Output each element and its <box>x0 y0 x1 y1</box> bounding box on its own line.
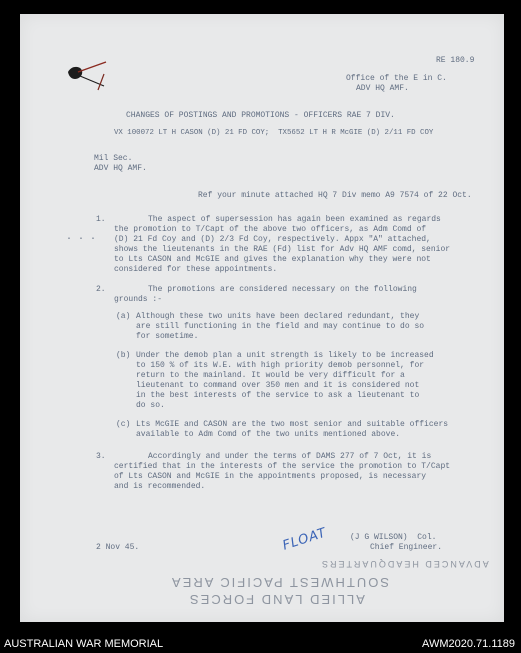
para-1-line: shows the lieutenants in the RAE (Fd) list for Adv HQ AMF comd, senior <box>114 245 451 254</box>
office-line-1: Office of the E in C. <box>346 74 447 83</box>
para-3-line: of Lts CASON and McGIE in the appointments proposed, is necessary <box>114 472 427 481</box>
sub-a-line: for sometime. <box>136 332 199 341</box>
sub-b-line: do so. <box>136 401 165 410</box>
para-1-line: The aspect of supersession has again been examined as regards <box>148 215 441 224</box>
para-2-line: The promotions are considered necessary on the following <box>148 285 417 294</box>
document-date: 2 Nov 45. <box>96 543 140 552</box>
signatory-name: (J G WILSON) Col. <box>350 533 437 542</box>
para-1-line: the promotion to T/Capt of the above two officers, as Adm Comd of <box>114 225 427 234</box>
document-page <box>20 14 504 622</box>
para-2-number: 2. <box>96 285 106 294</box>
sub-b-label: (b) <box>116 351 131 360</box>
sub-b-line: return to the mainland. It would be very difficult for a <box>136 371 405 380</box>
handwritten-float-note: FLOAT <box>280 525 329 554</box>
reference-number: RE 180.9 <box>436 56 475 65</box>
sub-b-line: in the best interests of the service to ask a lieutenant to <box>136 391 420 400</box>
footer-institution: AUSTRALIAN WAR MEMORIAL <box>4 638 164 650</box>
para-3-line: Accordingly and under the terms of DAMS 277 of 7 Oct, it is <box>148 452 432 461</box>
officer-names-line: VX 100072 LT H CASON (D) 21 FD COY; TX5652 LT H R McGIE (D) 2/11 FD COY <box>114 129 434 137</box>
addressee-line-2: ADV HQ AMF. <box>94 164 147 173</box>
office-line-2: ADV HQ AMF. <box>356 84 409 93</box>
ink-blot-mark <box>58 60 110 94</box>
sub-a-line: Although these two units have been declared redundant, they <box>136 312 420 321</box>
stamp-line-allied-land-forces: ALLIED LAND FORCES <box>188 592 365 607</box>
para-3-line: and is recommended. <box>114 482 206 491</box>
para-3-line: certified that in the interests of the service the promotion to T/Capt <box>114 462 451 471</box>
margin-dots: . . . <box>66 232 97 243</box>
sub-b-line: Under the demob plan a unit strength is likely to be increased <box>136 351 434 360</box>
sub-c-label: (c) <box>116 420 131 429</box>
para-1-number: 1. <box>96 215 106 224</box>
para-1-line: (D) 21 Fd Coy and (D) 2/3 Fd Coy, respectively. Appx "A" attached, <box>114 235 431 244</box>
sub-b-line: to 150 % of its W.E. with high priority demob personnel, for <box>136 361 425 370</box>
sub-c-line: available to Adm Comd of the two units mentioned above. <box>136 430 401 439</box>
signatory-title: Chief Engineer. <box>370 543 443 552</box>
archive-footer <box>0 638 521 653</box>
subject-line: CHANGES OF POSTINGS AND PROMOTIONS - OFFICERS RAE 7 DIV. <box>126 111 395 120</box>
para-1-line: to Lts CASON and McGIE and gives the explanation why they were not <box>114 255 431 264</box>
reference-line: Ref your minute attached HQ 7 Div memo A9 7574 of 22 Oct. <box>198 191 472 200</box>
stamp-line-swpa: SOUTHWEST PACIFIC AREA <box>170 575 390 590</box>
sub-b-line: lieutenant to command over 350 men and it is considered not <box>136 381 420 390</box>
footer-accession-number: AWM2020.71.1189 <box>422 638 515 650</box>
addressee-line-1: Mil Sec. <box>94 154 133 163</box>
sub-a-line: are still functioning in the field and may continue to do so <box>136 322 425 331</box>
stamp-line-advanced-hq: ADVANCED HEADQUARTERS <box>320 559 489 569</box>
para-1-line: considered for these appointments. <box>114 265 278 274</box>
para-2-line: grounds :- <box>114 295 163 304</box>
sub-a-label: (a) <box>116 312 131 321</box>
para-3-number: 3. <box>96 452 106 461</box>
sub-c-line: Lts McGIE and CASON are the two most senior and suitable officers <box>136 420 449 429</box>
